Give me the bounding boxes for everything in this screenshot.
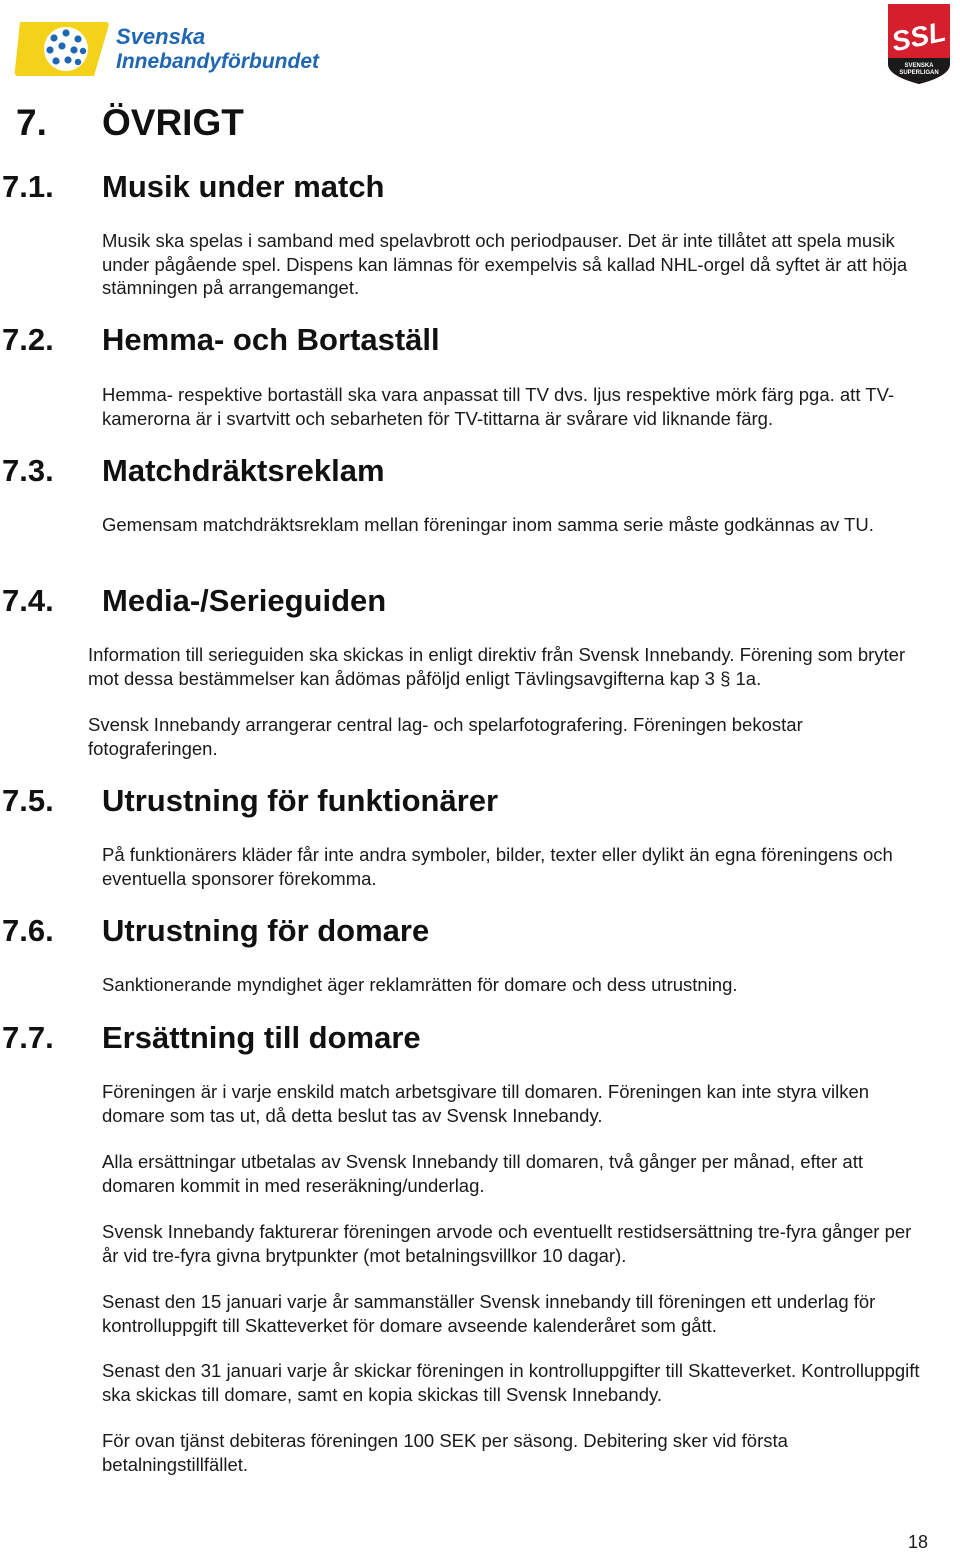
section-number: 7.4. — [2, 583, 54, 618]
section-title: Musik under match — [102, 169, 385, 204]
brand-line-1: Svenska — [116, 24, 206, 49]
paragraph: Hemma- respektive bortaställ ska vara anpassat till TV dvs. ljus respektive mörk färg pga. att TV-kamerorna är i svartvitt och sebarheten för TV-tittarna är svårare vid liknande färg. — [102, 384, 895, 429]
paragraph: Föreningen är i varje enskild match arbetsgivare till domaren. Föreningen kan inte styra vilken domare som tas ut, då detta beslut tas av Svensk Innebandy. — [102, 1081, 870, 1126]
ssl-text: SSL — [888, 15, 949, 58]
paragraph: På funktionärers kläder får inte andra symboler, bilder, texter eller dylikt än egna föreningens och eventuella sponsorer förekomma. — [102, 844, 893, 889]
paragraph: Information till serieguiden ska skickas in enligt direktiv från Svensk Innebandy. Förening som bryter mot dessa bestämmelser kan ådömas påföljd enligt Tävlingsavgifterna kap 3 § 1a. — [88, 644, 906, 689]
paragraph: Musik ska spelas i samband med spelavbrott och periodpauser. Det är inte tillåtet att spela musik under pågående spel. Dispens kan lämnas för exempelvis så kallad NHL-orgel då syftet är att höja stämningen på arrangemanget. — [102, 230, 908, 298]
section-title: Matchdräktsreklam — [102, 453, 385, 488]
paragraph: Svensk Innebandy fakturerar föreningen arvode och eventuellt restidsersättning tre-fyra gånger per år vid tre-fyra givna brytpunkter (mot betalningsvillkor 10 dagar). — [102, 1221, 912, 1266]
floorball-icon — [14, 18, 112, 80]
sif-logo — [14, 18, 334, 82]
section-title: Hemma- och Bortaställ — [102, 322, 440, 357]
paragraph: Svensk Innebandy arrangerar central lag- och spelarfotografering. Föreningen bekostar fotograferingen. — [88, 714, 803, 759]
section-title: Media-/Serieguiden — [102, 583, 387, 618]
paragraph: Alla ersättningar utbetalas av Svensk Innebandy till domaren, två gånger per månad, efter att domaren kommit in med reseräkning/underlag. — [102, 1151, 864, 1196]
paragraph: För ovan tjänst debiteras föreningen 100 SEK per säsong. Debitering sker vid första betalningstillfället. — [102, 1430, 788, 1475]
paragraph: Senast den 15 januari varje år sammanställer Svensk innebandy till föreningen ett underlag för kontrolluppgift till Skatteverket för domare avseende kalenderåret som gått. — [102, 1291, 876, 1336]
section-number: 7.6. — [2, 913, 54, 948]
section-number: 7.7. — [2, 1020, 54, 1055]
section-number: 7.5. — [2, 783, 54, 818]
chapter-title: ÖVRIGT — [102, 102, 244, 143]
ssl-logo — [884, 2, 954, 86]
paragraph: Sanktionerande myndighet äger reklamrätten för domare och dess utrustning. — [102, 974, 738, 995]
section-number: 7.3. — [2, 453, 54, 488]
section-title: Utrustning för funktionärer — [102, 783, 499, 818]
section-title: Utrustning för domare — [102, 913, 430, 948]
chapter-number: 7. — [16, 102, 47, 143]
brand-line-2: Innebandyförbundet — [116, 50, 319, 73]
section-number: 7.2. — [2, 322, 54, 357]
paragraph: Senast den 31 januari varje år skickar föreningen in kontrolluppgifter till Skatteverket. Kontrolluppgift ska skickas till domare, samt en kopia skickas till Svensk Innebandy. — [102, 1360, 920, 1405]
paragraph: Gemensam matchdräktsreklam mellan föreningar inom samma serie måste godkännas av TU. — [102, 514, 874, 535]
brand-text — [116, 24, 319, 74]
ssl-sub-1: SVENSKA — [904, 63, 934, 69]
section-number: 7.1. — [2, 169, 54, 204]
section-title: Ersättning till domare — [102, 1020, 421, 1055]
ssl-sub-2: SUPERLIGAN — [899, 70, 939, 76]
page-number: 18 — [908, 1532, 929, 1552]
